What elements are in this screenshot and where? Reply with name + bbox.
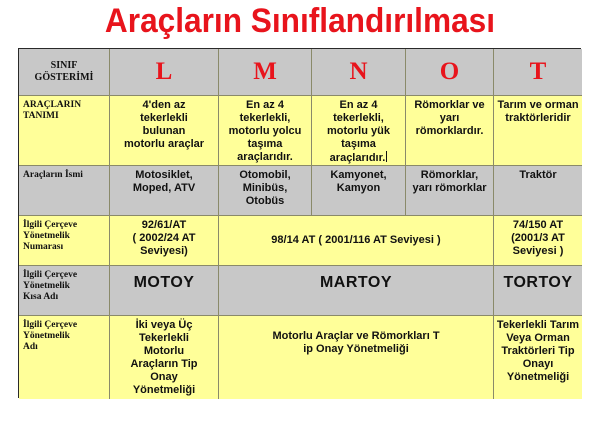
cell-line: 4'den az [142,99,186,111]
names-cell-T [494,166,582,216]
cell-line: Traktör [519,169,557,181]
cell-line: bulunan [142,124,186,137]
page-title: Araçların Sınıflandırılması [104,2,496,40]
row-label-line: Yönetmelik [23,230,70,241]
cell-line: tekerlekli [140,111,188,124]
cell-line: ( 2002/24 AT [132,231,196,244]
cell-line: Motosiklet, [135,169,193,181]
cell-line: tekerlekli, [333,111,384,124]
row-label-line: Kısa Adı [23,291,59,302]
class-header-L: L [110,49,219,96]
cell-line: Römorklar ve [414,99,485,111]
cell-line: Onayı [522,357,554,370]
cell-line: Traktörleri Tip [501,344,575,357]
regulation-number-cell-MNO [219,216,494,266]
cell-line: Otomobil, [239,169,291,181]
cell-line: Seviyesi ) [512,244,564,257]
row-label-line: TANIMI [23,110,59,121]
full-name-cell-T [494,316,582,399]
cell-line: yarı römorklar [412,181,487,194]
row-label-line: Yönetmelik [23,330,70,341]
class-header-O: O [406,49,494,96]
cell-line: Otobüs [245,194,285,207]
cell-line-with-cursor [330,151,388,165]
names-cell-L [110,166,219,216]
cell-line: Veya Orman [506,331,570,344]
classification-table [18,48,581,398]
row-label-line: İlgili Çerçeve [23,320,78,330]
cell-line: taşıma [341,137,376,150]
cell-line: Tekerlekli Tarım [496,319,580,331]
cell-line: Yönetmeliği [506,370,570,383]
row-label-line: Adı [23,341,38,352]
short-name-cell-L: MOTOY [110,266,219,316]
cell-line: (2001/3 AT [511,231,565,244]
names-cell-O [406,166,494,216]
row-label-line: Araçların İsmi [23,170,83,180]
cell-line: tekerlekli, [239,111,291,124]
row-label-full-name [19,316,110,399]
cell-line: araçlarıdır. [237,150,293,163]
cell-line: 74/150 AT [512,219,564,231]
cell-line: motorlu yolcu [228,124,302,137]
cell-line: 98/14 AT ( 2001/116 AT Seviyesi ) [271,234,441,247]
cell-line: römorklardır. [415,124,484,137]
short-name-cell-MNO: MARTOY [219,266,494,316]
cell-line: Onay [150,370,178,383]
row-label-line: İlgili Çerçeve [23,220,78,230]
class-header-T: T [494,49,582,96]
cell-line: Tarım ve orman [497,99,579,111]
cell-line: Kamyonet, [330,169,387,181]
cell-line: Motorlu Araçlar ve Römorkları T [272,330,440,342]
cell-line: Kamyon [336,181,381,194]
cell-line: Seviyesi) [140,244,188,257]
cell-line: motorlu araçlar [123,137,205,150]
cell-line: Araçların Tip [130,357,198,370]
cell-line: 92/61/AT [141,219,187,231]
row-label-regulation-number [19,216,110,266]
cell-line: ip Onay Yönetmeliği [303,342,409,355]
definition-cell-O [406,96,494,166]
row-label-line: Yönetmelik [23,280,70,291]
cell-line: Moped, ATV [132,181,196,194]
cell-line: traktörleridir [505,111,571,124]
names-cell-M [219,166,312,216]
class-label-line2: GÖSTERİMİ [34,72,94,83]
cell-line: taşıma [247,137,283,150]
definition-cell-T [494,96,582,166]
cell-line: araçlarıdır. [329,151,386,164]
cell-line: Minibüs, [242,181,288,194]
class-label-header [19,49,110,96]
cell-line: Motorlu [143,344,185,357]
cell-line: İki veya Üç [135,319,193,331]
cell-line: motorlu yük [327,124,390,137]
names-cell-N [312,166,406,216]
definition-cell-M [219,96,312,166]
class-header-N: N [312,49,406,96]
definition-cell-N [312,96,406,166]
row-label-short-name [19,266,110,316]
definition-cell-L [110,96,219,166]
cell-line: En az 4 [339,99,378,111]
text-cursor [386,151,387,162]
full-name-cell-MNO [219,316,494,399]
short-name-cell-T: TORTOY [494,266,582,316]
row-label-line: İlgili Çerçeve [23,270,78,280]
row-label-names [19,166,110,216]
row-label-line: ARAÇLARIN [23,100,82,110]
regulation-number-cell-T [494,216,582,266]
cell-line: Yönetmeliği [132,383,196,396]
regulation-number-cell-L [110,216,219,266]
row-label-definition [19,96,110,166]
row-label-line: Numarası [23,241,64,252]
full-name-cell-L [110,316,219,399]
cell-line: En az 4 [246,99,284,111]
cell-line: yarı [439,111,460,124]
cell-line: Römorklar, [420,169,479,181]
class-header-M: M [219,49,312,96]
cell-line: Tekerlekli [139,331,189,344]
class-label-line1: SINIF [50,60,78,71]
